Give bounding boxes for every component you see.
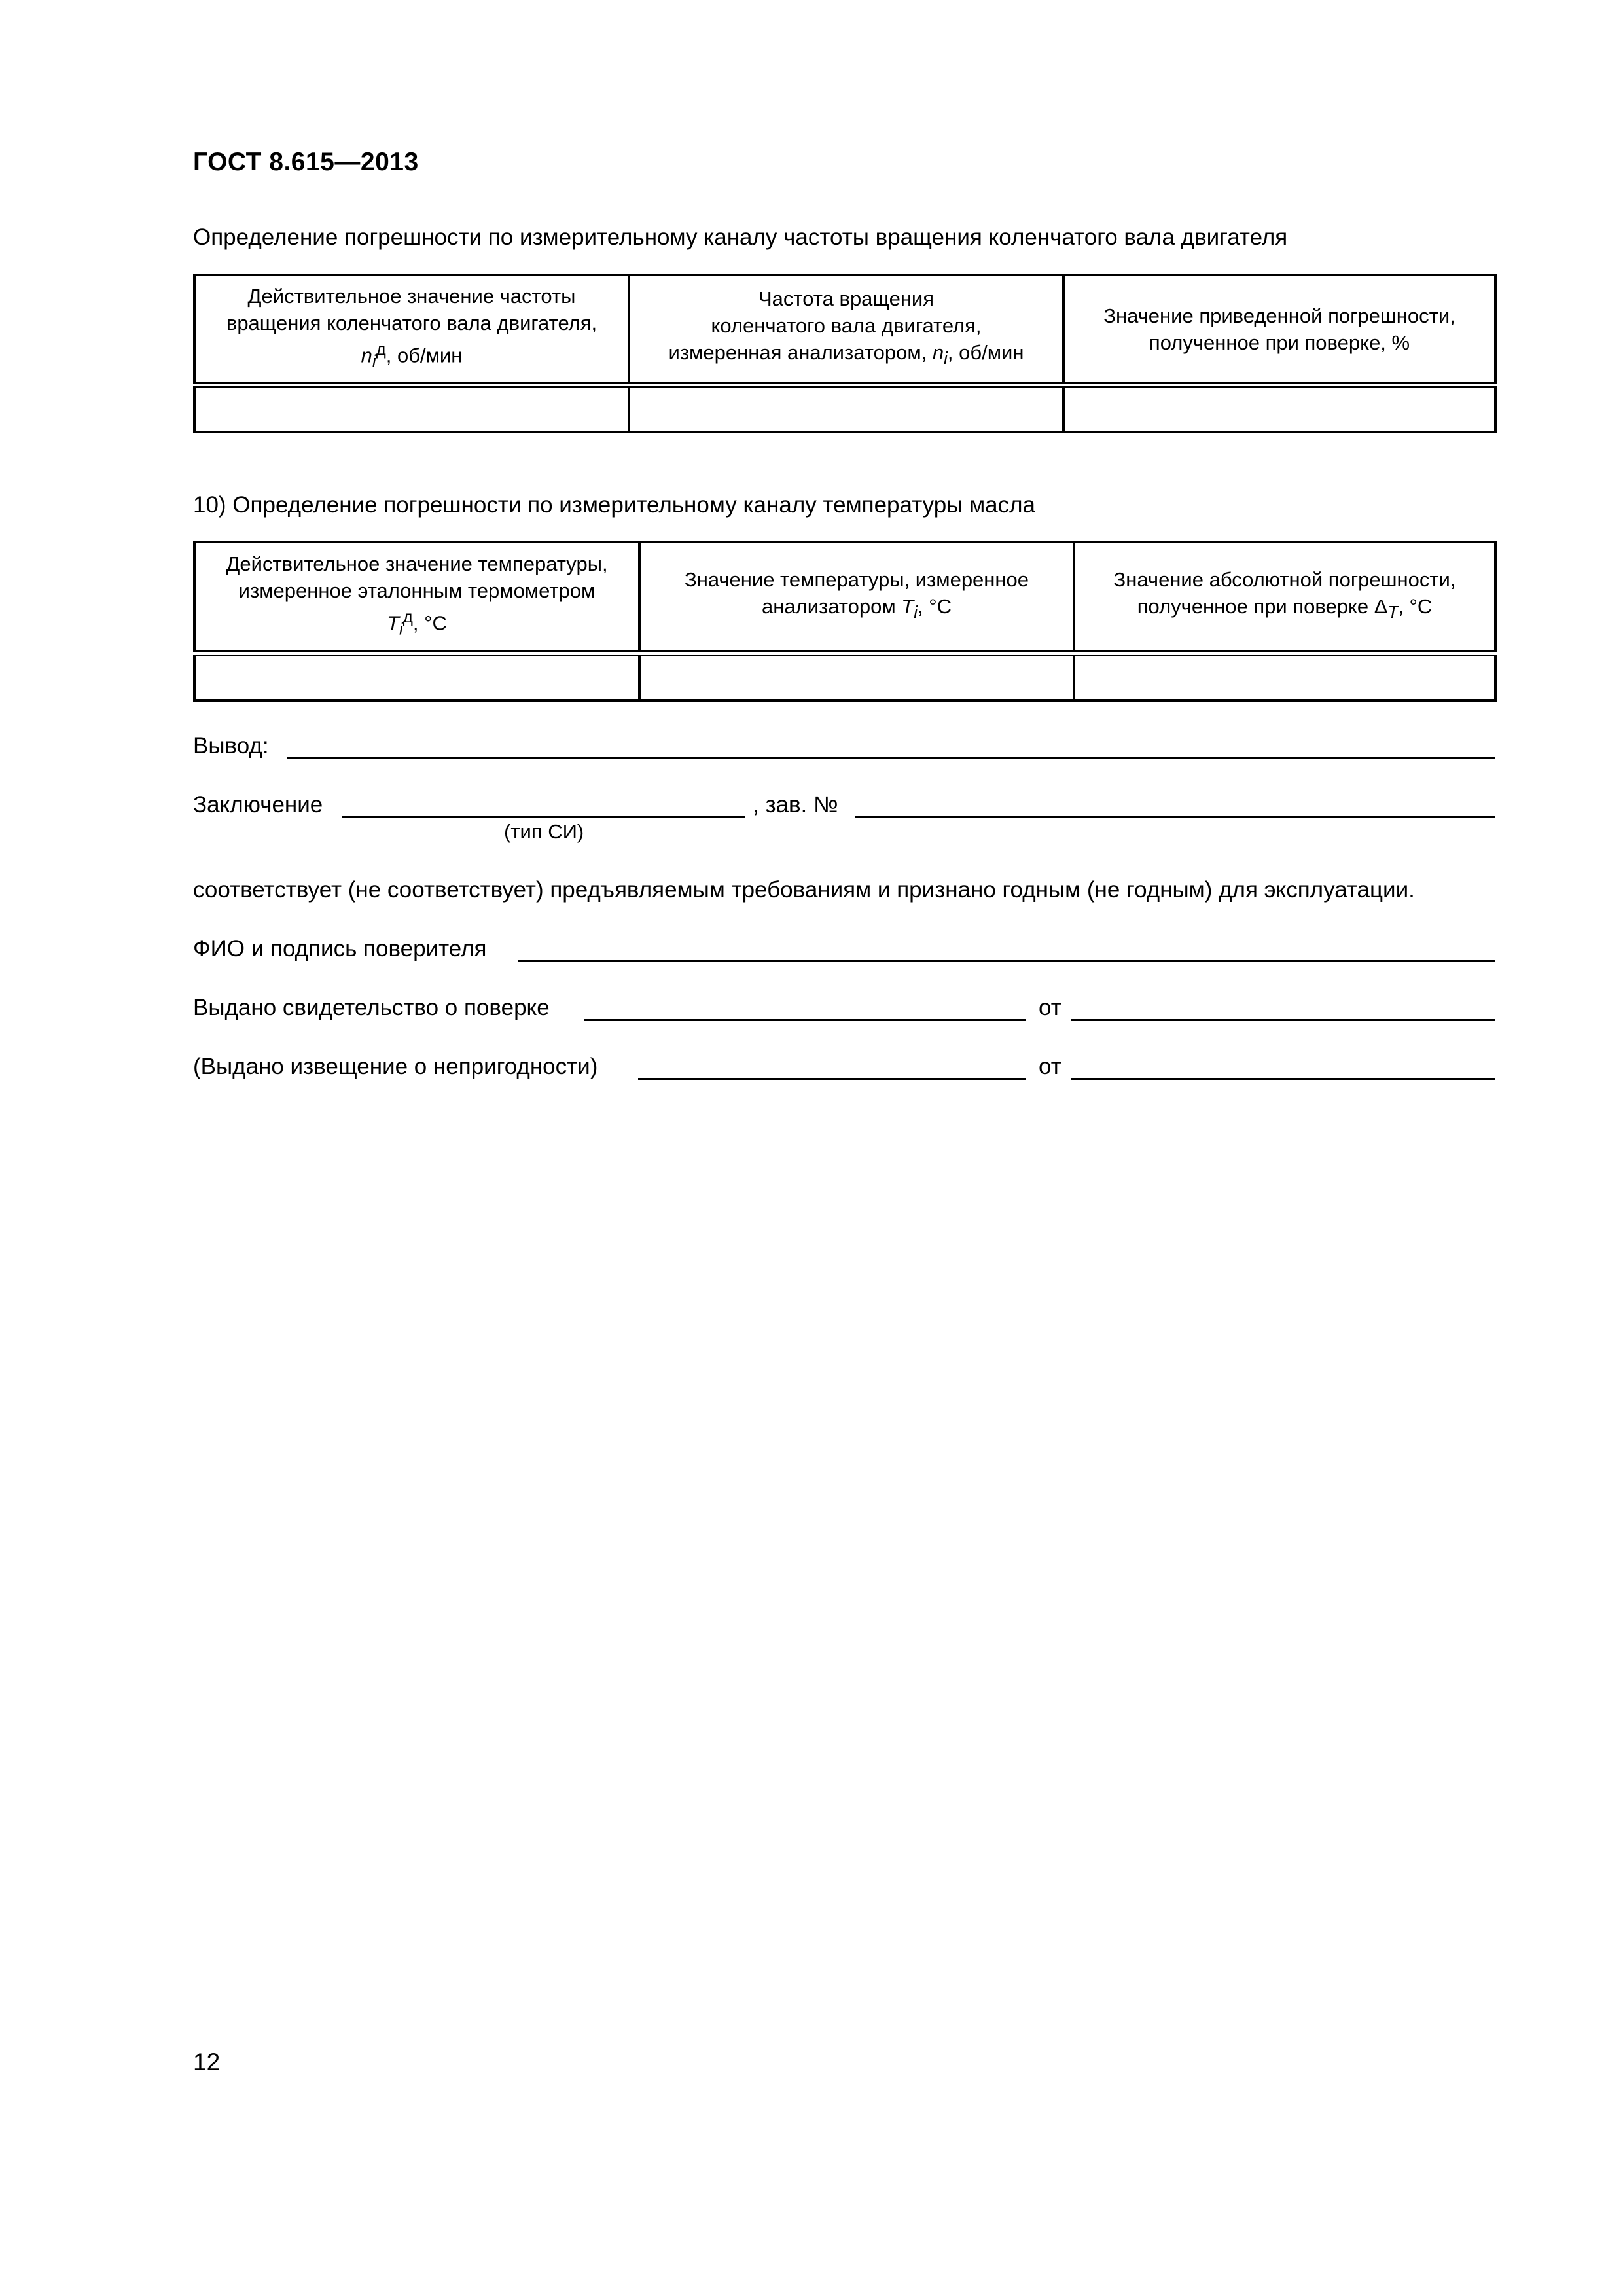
rpm-error-table bbox=[193, 274, 1497, 433]
verdict-label: Заключение bbox=[193, 792, 323, 817]
verdict-row bbox=[193, 785, 1495, 825]
verifier-label: ФИО и подпись поверителя bbox=[193, 936, 487, 961]
oil-temp-error-table bbox=[193, 541, 1497, 702]
type-hint: (тип СИ) bbox=[504, 820, 584, 843]
oil-section-caption: 10) Определение погрешности по измерительному каналу температуры масла bbox=[193, 492, 1036, 518]
rpm-col-error-header: Значение приведенной погрешности, полученное при поверке, % bbox=[1063, 275, 1495, 385]
oil-error-cell[interactable] bbox=[1074, 653, 1495, 700]
serial-number-field[interactable] bbox=[855, 816, 1495, 818]
conclusion-label: Вывод: bbox=[193, 733, 269, 759]
oil-col-measured-header: Значение температуры, измеренное анализатором $T_i$, °С bbox=[639, 542, 1074, 653]
rpm-section-caption: Определение погрешности по измерительному каналу частоты вращения коленчатого вала двигателя bbox=[193, 224, 1288, 250]
notice-row bbox=[193, 1047, 1495, 1086]
oil-col-actual-header: Действительное значение температуры, измеренное эталонным термометром $T_i^д$, °С bbox=[194, 542, 639, 653]
notice-number-field[interactable] bbox=[638, 1078, 1026, 1080]
serial-label: , зав. № bbox=[753, 792, 838, 817]
instrument-type-field[interactable] bbox=[342, 816, 745, 818]
verifier-row bbox=[193, 929, 1495, 969]
verifier-signature-field[interactable] bbox=[518, 960, 1495, 962]
certificate-label: Выдано свидетельство о поверке bbox=[193, 995, 550, 1020]
rpm-measured-cell[interactable] bbox=[629, 385, 1063, 432]
certificate-number-field[interactable] bbox=[584, 1019, 1026, 1021]
notice-date-field[interactable] bbox=[1071, 1078, 1495, 1080]
rpm-actual-cell[interactable] bbox=[194, 385, 629, 432]
certificate-date-field[interactable] bbox=[1071, 1019, 1495, 1021]
rpm-col-actual-header: Действительное значение частоты вращения коленчатого вала двигателя, $n_i^д$, об/мин bbox=[194, 275, 629, 385]
notice-label: (Выдано извещение о непригодности) bbox=[193, 1054, 598, 1079]
conclusion-field[interactable] bbox=[287, 757, 1495, 759]
oil-actual-cell[interactable] bbox=[194, 653, 639, 700]
conclusion-row bbox=[193, 726, 1495, 766]
standard-title: ГОСТ 8.615—2013 bbox=[193, 148, 419, 176]
certificate-from-label: от bbox=[1039, 995, 1061, 1020]
notice-from-label: от bbox=[1039, 1054, 1061, 1079]
certificate-row bbox=[193, 988, 1495, 1028]
rpm-error-cell[interactable] bbox=[1063, 385, 1495, 432]
oil-measured-cell[interactable] bbox=[639, 653, 1074, 700]
page-number: 12 bbox=[193, 2049, 221, 2075]
compliance-text: соответствует (не соответствует) предъявляемым требованиям и признано годным (не годным) для эксплуатации. bbox=[193, 877, 1415, 903]
oil-col-error-header: Значение абсолютной погрешности, полученное при поверке $\Delta_T$, °С bbox=[1074, 542, 1495, 653]
rpm-col-measured-header: Частота вращения коленчатого вала двигателя, измеренная анализатором, $n_i$, об/мин bbox=[629, 275, 1063, 385]
